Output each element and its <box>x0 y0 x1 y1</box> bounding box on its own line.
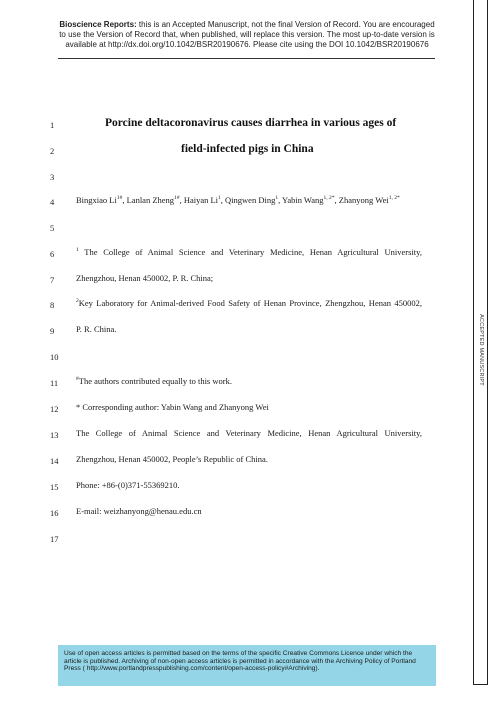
phone: Phone: +86-(0)371-55369210. <box>76 480 180 490</box>
paper-title-line2: field-infected pigs in China <box>181 143 314 155</box>
line-number: 5 <box>50 223 55 233</box>
affiliation-text: Key Laboratory for Animal-derived Food Safety of Henan Province, Zhengzhou, Henan 450002, <box>78 298 422 308</box>
line-number: 4 <box>50 197 55 207</box>
author-name: Haiyan Li <box>183 195 219 205</box>
affiliation-mark: 1 <box>76 247 79 254</box>
affiliation-1-line1 <box>76 247 422 258</box>
affiliation-1-line2: Zhengzhou, Henan 450002, P. R. China; <box>76 273 214 283</box>
author-affiliation-mark: 1# <box>174 195 180 202</box>
equal-contribution-mark: # <box>76 376 79 383</box>
equal-contribution-text: The authors contributed equally to this work. <box>78 376 232 386</box>
line-number: 17 <box>50 534 59 544</box>
sidebar-label: ACCEPTED MANUSCRIPT <box>477 314 484 386</box>
line-number: 8 <box>50 300 55 310</box>
author-affiliation-mark: 1 <box>218 195 221 202</box>
line-number: 15 <box>50 482 59 492</box>
sidebar-label-wrap <box>474 300 487 400</box>
notice-text: this is an Accepted Manuscript, not the final Version of Record. You are encouraged to use the Version of Record that, when published, will replace this version. The most up-to-date version is available at http://dx.doi.org/10.1042/BSR20190676. Please cite using the DOI 10.1042/BSR20190676 <box>59 20 435 49</box>
affiliation-2-line2: P. R. China. <box>76 324 117 334</box>
author-list: Bingxiao $Li^{1\#}$, Lanlan Zheng$^{1\#}$, Haiyan Li$^1$, Qingwen Ding$^1$, Yabin Wang$^{1, 2*}$, Zhanyong Wei$^{1, 2*}$ <box>76 195 400 205</box>
line-number: 9 <box>50 326 55 336</box>
line-number: 3 <box>50 172 55 182</box>
line-number: 10 <box>50 352 59 362</box>
line-number: 7 <box>50 275 55 285</box>
author-affiliation-mark: 1 <box>275 195 279 202</box>
line-number: 11 <box>50 378 59 388</box>
author-name: Yabin Wang <box>282 195 324 205</box>
affiliation-text: The College of Animal Science and Veterinary Medicine, Henan Agricultural University, <box>78 247 422 257</box>
line-number: 1 <box>50 120 55 130</box>
manuscript-notice <box>58 20 436 50</box>
line-number: 2 <box>50 146 55 156</box>
author-affiliation-mark: 1# <box>116 195 123 202</box>
corresponding-author: * Corresponding author: Yabin Wang and Zhanyong Wei <box>76 402 269 412</box>
author-affiliation-mark: 1, 2* <box>323 195 335 202</box>
email: E-mail: weizhanyong@henau.edu.cn <box>76 506 202 516</box>
open-access-notice: Use of open access articles is permitted based on the terms of the specific Creative Commons Licence under which the article is published. Archiving of non-open access articles is permitted in accordance with the Archiving Policy of Portland Press ( http://www.portlandpresspublishing.com/content/open-access-policy#Archiving). <box>58 645 436 686</box>
line-number: 14 <box>50 456 59 466</box>
line-number: 13 <box>50 430 59 440</box>
author-name: Zhanyong Wei <box>338 195 389 205</box>
author-name: Qingwen Ding <box>225 195 276 205</box>
paper-title-line1: Porcine deltacoronavirus causes diarrhea in various ages of <box>105 117 397 129</box>
line-number: 16 <box>50 508 59 518</box>
line-number: 12 <box>50 404 59 414</box>
affiliation-2-line1 <box>76 298 422 309</box>
author-name: Bingxiao Li <box>76 195 117 205</box>
line-number: 6 <box>50 249 55 259</box>
affiliation-mark: 2 <box>76 298 79 305</box>
equal-contribution-note <box>76 376 422 387</box>
author-affiliation-mark: 1, 2* <box>388 195 400 202</box>
header-rule <box>58 58 435 59</box>
address-line2: Zhengzhou, Henan 450002, People’s Republic of China. <box>76 454 268 464</box>
journal-name: Bioscience Reports: <box>59 20 137 29</box>
address-line1: The College of Animal Science and Veterinary Medicine, Henan Agricultural University, <box>76 428 422 438</box>
author-name: Lanlan Zheng <box>126 195 175 205</box>
